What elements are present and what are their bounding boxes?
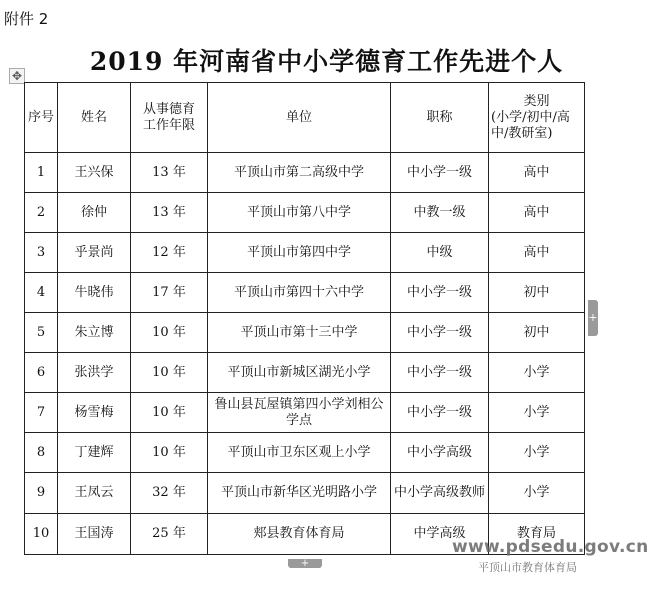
header-no: 序号 (25, 83, 58, 153)
cell-unit: 郏县教育体育局 (208, 514, 391, 555)
cell-rank: 中小学一级 (391, 313, 489, 353)
cell-category: 高中 (489, 233, 585, 273)
header-years (131, 83, 208, 153)
cell-name: 乎景尚 (58, 233, 131, 273)
cell-rank: 中教一级 (391, 193, 489, 233)
cell-rank: 中小学一级 (391, 153, 489, 193)
cell-rank: 中级 (391, 233, 489, 273)
cell-unit: 平顶山市第四十六中学 (208, 273, 391, 313)
add-column-plus-icon[interactable]: + (588, 300, 598, 336)
cell-unit: 平顶山市卫东区观上小学 (208, 433, 391, 473)
cell-years: 13 年 (131, 153, 208, 193)
cell-years: 12 年 (131, 233, 208, 273)
header-years-line-2: 工作年限 (142, 117, 195, 133)
cell-unit: 平顶山市第十三中学 (208, 313, 391, 353)
header-category-line-1: 类别 (523, 93, 550, 109)
cell-name: 王兴保 (58, 153, 131, 193)
cell-no: 6 (25, 353, 58, 393)
cell-no: 1 (25, 153, 58, 193)
cell-unit: 平顶山市第四中学 (208, 233, 391, 273)
cell-years: 13 年 (131, 193, 208, 233)
cell-no: 5 (25, 313, 58, 353)
cell-years: 32 年 (131, 473, 208, 514)
cell-name: 丁建辉 (58, 433, 131, 473)
cell-no: 8 (25, 433, 58, 473)
cell-no: 9 (25, 473, 58, 514)
cell-name: 杨雪梅 (58, 393, 131, 433)
cell-unit: 平顶山市新华区光明路小学 (208, 473, 391, 514)
header-name: 姓名 (58, 83, 131, 153)
table-row (25, 433, 585, 473)
document-title: 2019 年河南省中小学德育工作先进个人 (89, 47, 564, 76)
cell-name: 张洪学 (58, 353, 131, 393)
cell-category: 初中 (489, 273, 585, 313)
cell-category: 教育局 (489, 514, 585, 555)
cell-no: 7 (25, 393, 58, 433)
cell-name: 朱立博 (58, 313, 131, 353)
cell-category: 小学 (489, 433, 585, 473)
cell-rank: 中小学高级教师 (391, 473, 489, 514)
watermark-org: 平顶山市教育体育局 (478, 561, 577, 574)
table-row (25, 393, 585, 433)
cell-rank: 中小学一级 (391, 393, 489, 433)
table-row (25, 193, 585, 233)
cell-years: 10 年 (131, 393, 208, 433)
cell-unit: 平顶山市第八中学 (208, 193, 391, 233)
header-rank: 职称 (391, 83, 489, 153)
cell-name: 牛晓伟 (58, 273, 131, 313)
cell-category: 初中 (489, 313, 585, 353)
cell-years: 10 年 (131, 313, 208, 353)
table-move-handle-icon[interactable]: ✥ (9, 68, 25, 84)
cell-no: 10 (25, 514, 58, 555)
cell-rank: 中学高级 (391, 514, 489, 555)
cell-rank: 中小学高级 (391, 433, 489, 473)
table-row (25, 473, 585, 514)
header-unit: 单位 (208, 83, 391, 153)
cell-category: 小学 (489, 473, 585, 514)
header-years-line-1: 从事德育 (142, 101, 195, 117)
header-category-line-3: 中/教研室) (491, 125, 553, 141)
cell-name: 王国涛 (58, 514, 131, 555)
add-row-plus-icon[interactable]: + (288, 559, 322, 568)
header-category (489, 83, 585, 153)
cell-name: 王凤云 (58, 473, 131, 514)
cell-years: 10 年 (131, 353, 208, 393)
table-header-row (25, 83, 585, 153)
cell-category: 高中 (489, 153, 585, 193)
cell-unit: 鲁山县瓦屋镇第四小学刘相公学点 (208, 393, 391, 433)
watermark-url: www.pdsedu.gov.cn (452, 537, 649, 557)
cell-unit: 平顶山市新城区湖光小学 (208, 353, 391, 393)
cell-rank: 中小学一级 (391, 353, 489, 393)
cell-no: 3 (25, 233, 58, 273)
cell-years: 17 年 (131, 273, 208, 313)
table-row (25, 353, 585, 393)
cell-years: 10 年 (131, 433, 208, 473)
cell-unit: 平顶山市第二高级中学 (208, 153, 391, 193)
table-row (25, 153, 585, 193)
table-row (25, 273, 585, 313)
table-row (25, 233, 585, 273)
cell-rank: 中小学一级 (391, 273, 489, 313)
header-category-line-2: (小学/初中/高 (491, 109, 570, 125)
cell-category: 小学 (489, 393, 585, 433)
cell-no: 4 (25, 273, 58, 313)
cell-name: 徐仲 (58, 193, 131, 233)
cell-no: 2 (25, 193, 58, 233)
attachment-label: 附件 2 (4, 10, 49, 28)
cell-category: 高中 (489, 193, 585, 233)
cell-category: 小学 (489, 353, 585, 393)
honor-list-table (24, 82, 585, 555)
table-row (25, 313, 585, 353)
cell-years: 25 年 (131, 514, 208, 555)
